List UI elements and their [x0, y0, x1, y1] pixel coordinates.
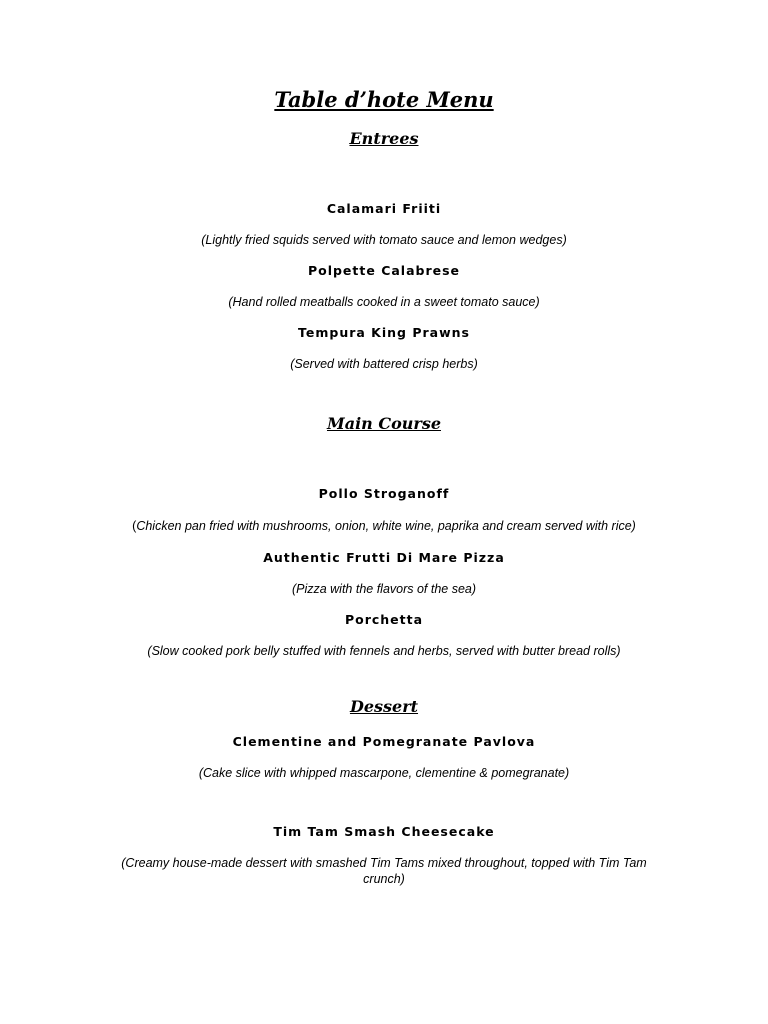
dish-description: (Cake slice with whipped mascarpone, clementine & pomegranate) — [198, 766, 570, 780]
dish-description: (Pizza with the flavors of the sea) — [291, 582, 477, 596]
dish-name: Authentic Frutti Di Mare Pizza — [263, 550, 505, 565]
dish-name: Pollo Stroganoff — [318, 486, 450, 501]
dish-description: (Served with battered crisp herbs) — [290, 357, 478, 371]
section-heading-dessert: Dessert — [349, 697, 419, 716]
dish-description: (Hand rolled meatballs cooked in a sweet tomato sauce) — [228, 295, 540, 309]
dish-name: Tempura King Prawns — [298, 325, 470, 340]
section-heading-entrees: Entrees — [349, 129, 419, 148]
dish-name: Calamari Friiti — [326, 201, 442, 216]
dish-name: Clementine and Pomegranate Pavlova — [232, 734, 536, 749]
description-text: Chicken pan fried with mushrooms, onion, white wine, paprika and cream served with rice) — [136, 519, 636, 533]
dish-name: Tim Tam Smash Cheesecake — [273, 824, 495, 839]
description-open-paren: ( — [132, 519, 137, 533]
dish-description: (Creamy house-made dessert with smashed Tim Tams mixed throughout, topped with Tim Tam crunch) — [121, 856, 647, 886]
dish-description: (Lightly fried squids served with tomato sauce and lemon wedges) — [201, 233, 567, 247]
dish-description: (Slow cooked pork belly stuffed with fennels and herbs, served with butter bread rolls) — [147, 644, 621, 658]
section-heading-main-course: Main Course — [326, 414, 441, 433]
dish-name: Porchetta — [344, 612, 424, 627]
dish-name: Polpette Calabrese — [307, 263, 461, 278]
dish-description — [0, 518, 768, 534]
menu-title: Table d’hote Menu — [274, 87, 494, 112]
